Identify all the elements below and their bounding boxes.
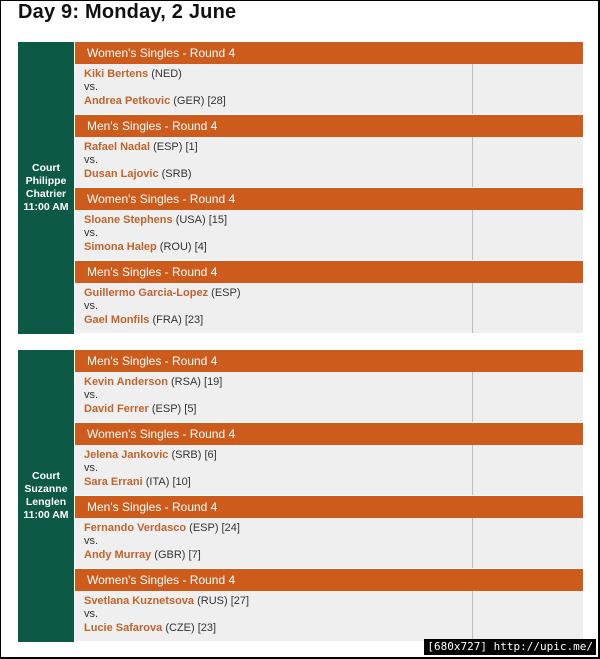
player-info: (SRB) [6] [168,449,217,461]
versus-label: vs. [84,227,99,240]
match-players [75,372,583,422]
court-label [18,42,74,334]
match-row [75,350,583,422]
player-info: (CZE) [23] [162,621,217,634]
versus-label: vs. [84,535,99,548]
player-link[interactable]: Fernando Verdasco [84,522,187,534]
player-link[interactable]: Kiki Bertens [84,68,149,80]
page-title: Day 9: Monday, 2 June [18,1,237,23]
player-info: (USA) [15] [172,214,228,226]
player-link[interactable]: Andy Murray [84,548,152,561]
round-header: Women's Singles - Round 4 [75,188,583,210]
court-label-line: Philippe [25,175,67,187]
match-players [75,591,583,641]
player-link[interactable]: Jelena Jankovic [84,449,169,461]
player-link[interactable]: Sloane Stephens [84,214,173,226]
round-header: Men's Singles - Round 4 [75,496,583,518]
court-start-time: 11:00 AM [23,201,69,213]
column-divider [472,283,473,333]
match-row [75,188,583,260]
column-divider [472,518,473,568]
player-info: (ESP) [5] [148,402,197,415]
player-info: (ROU) [4] [156,240,207,253]
player-info: (ESP) [24] [186,522,240,534]
match-players [75,518,583,568]
player-info: (RSA) [19] [167,376,223,388]
player-link[interactable]: Rafael Nadal [84,141,151,153]
match-players [75,64,583,114]
match-players [75,210,583,260]
player-link[interactable]: Guillermo Garcia-Lopez [84,287,209,299]
player-info: (GBR) [7] [151,548,201,561]
court-start-time: 11:00 AM [23,509,69,521]
match-row [75,423,583,495]
match-players [75,445,583,495]
match-row [75,42,583,114]
column-divider [472,210,473,260]
player-info: (ESP) [1] [150,141,198,153]
player-link[interactable]: Dusan Lajovic [84,167,159,180]
match-row [75,569,583,641]
match-row [75,115,583,187]
player-link[interactable]: Sara Errani [84,475,143,488]
player-info: (RUS) [27] [194,595,250,607]
player-info: (ESP) [208,287,241,299]
versus-label: vs. [84,389,99,402]
column-divider [472,445,473,495]
player-link[interactable]: David Ferrer [84,402,149,415]
round-header: Men's Singles - Round 4 [75,350,583,372]
round-header: Men's Singles - Round 4 [75,115,583,137]
player-link[interactable]: Andrea Petkovic [84,94,171,107]
player-link[interactable]: Kevin Anderson [84,376,168,388]
player-link[interactable]: Svetlana Kuznetsova [84,595,195,607]
column-divider [472,591,473,641]
court-label-line: Chatrier [25,188,67,200]
round-header: Women's Singles - Round 4 [75,423,583,445]
versus-label: vs. [84,154,99,167]
versus-label: vs. [84,81,99,94]
versus-label: vs. [84,300,99,313]
court-section-suzanne-lenglen [18,350,583,642]
round-header: Women's Singles - Round 4 [75,42,583,64]
court-label-line: Court [31,470,60,482]
court-section-philippe-chatrier [18,42,583,334]
player-link[interactable]: Gael Monfils [84,313,150,326]
column-divider [472,137,473,187]
round-header: Women's Singles - Round 4 [75,569,583,591]
player-info: (GER) [28] [170,94,226,107]
versus-label: vs. [84,462,99,475]
player-info: (SRB) [158,167,192,180]
player-info: (ITA) [10] [142,475,191,488]
court-label-line: Lenglen [25,496,67,508]
column-divider [472,64,473,114]
court-label-line: Court [31,162,60,174]
image-host-watermark: [680x727] http://upic.me/ [424,639,596,655]
court-label [18,350,74,642]
match-players [75,137,583,187]
court-label-line: Suzanne [24,483,68,495]
player-info: (NED) [148,68,182,80]
column-divider [472,372,473,422]
player-info: (FRA) [23] [149,313,204,326]
versus-label: vs. [84,608,99,621]
match-players [75,283,583,333]
player-link[interactable]: Simona Halep [84,240,157,253]
match-row [75,496,583,568]
match-row [75,261,583,333]
player-link[interactable]: Lucie Safarova [84,621,163,634]
round-header: Men's Singles - Round 4 [75,261,583,283]
